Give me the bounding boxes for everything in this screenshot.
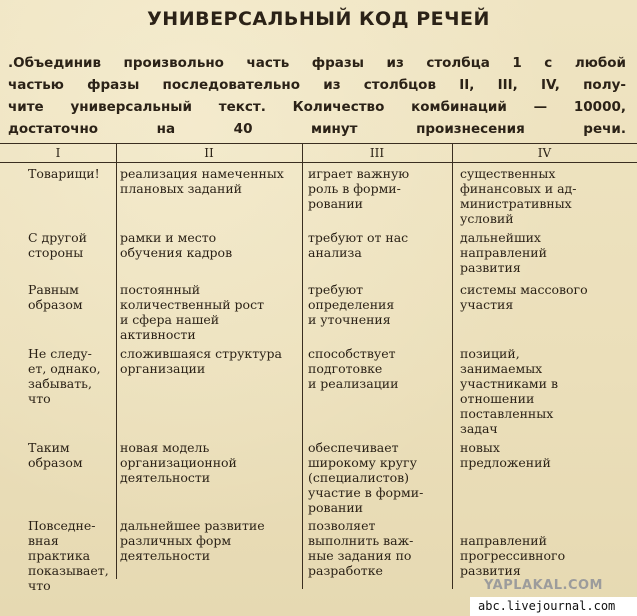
cell-line: прогрессивного <box>460 548 566 563</box>
cell-line: существенных <box>460 166 556 181</box>
table-cell <box>120 518 265 563</box>
column-divider <box>452 143 453 589</box>
document-title: УНИВЕРСАЛЬНЫЙ КОД РЕЧЕЙ <box>147 8 490 30</box>
cell-line: ет, однако, <box>28 361 101 376</box>
table-cell <box>28 518 109 593</box>
cell-line: что <box>28 578 51 593</box>
cell-line: рамки и место <box>120 230 217 245</box>
cell-line: и уточнения <box>308 312 391 327</box>
column-header-iv: IV <box>537 146 552 160</box>
cell-line: определения <box>308 297 395 312</box>
table-cell <box>460 166 576 226</box>
cell-line: позволяет <box>308 518 376 533</box>
table-cell <box>28 346 101 406</box>
intro-line: .Объединив произвольно часть фразы из столбца 1 с любой <box>8 55 626 71</box>
column-header-i: I <box>55 146 61 160</box>
cell-line: С другой <box>28 230 87 245</box>
cell-line: позиций, <box>460 346 520 361</box>
cell-line: и реализации <box>308 376 399 391</box>
cell-line: Равным <box>28 282 79 297</box>
cell-line: ровании <box>308 196 364 211</box>
cell-line: Таким <box>28 440 70 455</box>
cell-line: направлений <box>460 245 547 260</box>
cell-line: организации <box>120 361 206 376</box>
table-cell <box>28 230 87 260</box>
cell-line: организационной <box>120 455 237 470</box>
column-divider <box>116 143 117 579</box>
cell-line: задач <box>460 421 498 436</box>
cell-line: подготовке <box>308 361 383 376</box>
cell-line: играет важную <box>308 166 410 181</box>
table-cell <box>120 166 284 196</box>
table-cell <box>120 440 237 485</box>
table-cell <box>460 518 565 578</box>
cell-line: способствует <box>308 346 396 361</box>
cell-line: обучения кадров <box>120 245 233 260</box>
cell-line: плановых заданий <box>120 181 243 196</box>
cell-line: новых <box>460 440 500 455</box>
table-cell <box>120 282 264 342</box>
cell-line: условий <box>460 211 514 226</box>
cell-line: Повседне- <box>28 518 96 533</box>
cell-line: реализация намеченных <box>120 166 284 181</box>
table-cell <box>308 166 409 211</box>
cell-line: постоянный <box>120 282 201 297</box>
table-cell <box>308 440 423 515</box>
cell-line: дальнейшее развитие <box>120 518 265 533</box>
cell-line: что <box>28 391 51 406</box>
table-cell <box>308 282 394 327</box>
column-header-ii: II <box>204 146 214 160</box>
cell-line: дальнейших <box>460 230 541 245</box>
table-cell <box>308 518 413 578</box>
cell-line: (специалистов) <box>308 470 410 485</box>
watermark-text: YAPLAKAL.COM <box>484 578 603 593</box>
cell-line: роль в форми- <box>308 181 401 196</box>
cell-line: выполнить важ- <box>308 533 414 548</box>
cell-line: занимаемых <box>460 361 543 376</box>
table-cell <box>120 346 282 376</box>
cell-line: требуют <box>308 282 363 297</box>
cell-line: и сфера нашей <box>120 312 220 327</box>
cell-line: развития <box>460 260 521 275</box>
cell-line: ные задания по <box>308 548 412 563</box>
cell-line: активности <box>120 327 196 342</box>
cell-line: образом <box>28 297 83 312</box>
cell-line: забывать, <box>28 376 92 391</box>
table-cell <box>308 230 408 260</box>
cell-line: участие в форми- <box>308 485 424 500</box>
cell-line: разработке <box>308 563 383 578</box>
cell-line: обеспечивает <box>308 440 399 455</box>
cell-line: широкому кругу <box>308 455 417 470</box>
intro-line: достаточно на 40 минут произнесения речи. <box>8 121 626 137</box>
cell-line: системы массового <box>460 282 588 297</box>
cell-line: Товарищи! <box>28 166 100 181</box>
cell-line: развития <box>460 563 521 578</box>
table-cell <box>120 230 232 260</box>
cell-line: деятельности <box>120 548 211 563</box>
table-cell <box>28 440 83 470</box>
cell-line: ровании <box>308 500 364 515</box>
cell-line: новая модель <box>120 440 210 455</box>
column-header-iii: III <box>369 146 385 160</box>
cell-line: образом <box>28 455 83 470</box>
table-header-rule <box>0 162 637 163</box>
cell-line: поставленных <box>460 406 554 421</box>
column-divider <box>302 143 303 589</box>
cell-line: вная <box>28 533 59 548</box>
cell-line: направлений <box>460 533 547 548</box>
source-caption: abc.livejournal.com <box>478 599 616 613</box>
table-cell <box>28 282 83 312</box>
table-cell <box>460 230 547 275</box>
table-cell <box>460 346 558 436</box>
cell-line: требуют от нас <box>308 230 409 245</box>
cell-line: различных форм <box>120 533 232 548</box>
cell-line: деятельности <box>120 470 211 485</box>
table-cell <box>460 282 588 312</box>
cell-line: предложений <box>460 455 551 470</box>
intro-paragraph <box>8 52 626 140</box>
cell-line: анализа <box>308 245 362 260</box>
cell-line: отношении <box>460 391 535 406</box>
table-cell <box>460 440 551 470</box>
cell-line: министративных <box>460 196 572 211</box>
table-cell <box>308 346 398 391</box>
cell-line: количественный рост <box>120 297 264 312</box>
cell-line: финансовых и ад- <box>460 181 577 196</box>
cell-line: участниками в <box>460 376 558 391</box>
cell-line: практика <box>28 548 91 563</box>
table-top-rule <box>0 143 637 144</box>
cell-line: показывает, <box>28 563 109 578</box>
cell-line: Не следу- <box>28 346 92 361</box>
intro-line: частью фразы последовательно из столбцов II, III, IV, полу- <box>8 77 626 93</box>
table-cell <box>28 166 100 181</box>
intro-line: чите универсальный текст. Количество комбинаций — 10000, <box>8 99 626 115</box>
cell-line: сложившаяся структура <box>120 346 282 361</box>
cell-line: участия <box>460 297 514 312</box>
cell-line: стороны <box>28 245 84 260</box>
cell-line <box>460 518 565 533</box>
